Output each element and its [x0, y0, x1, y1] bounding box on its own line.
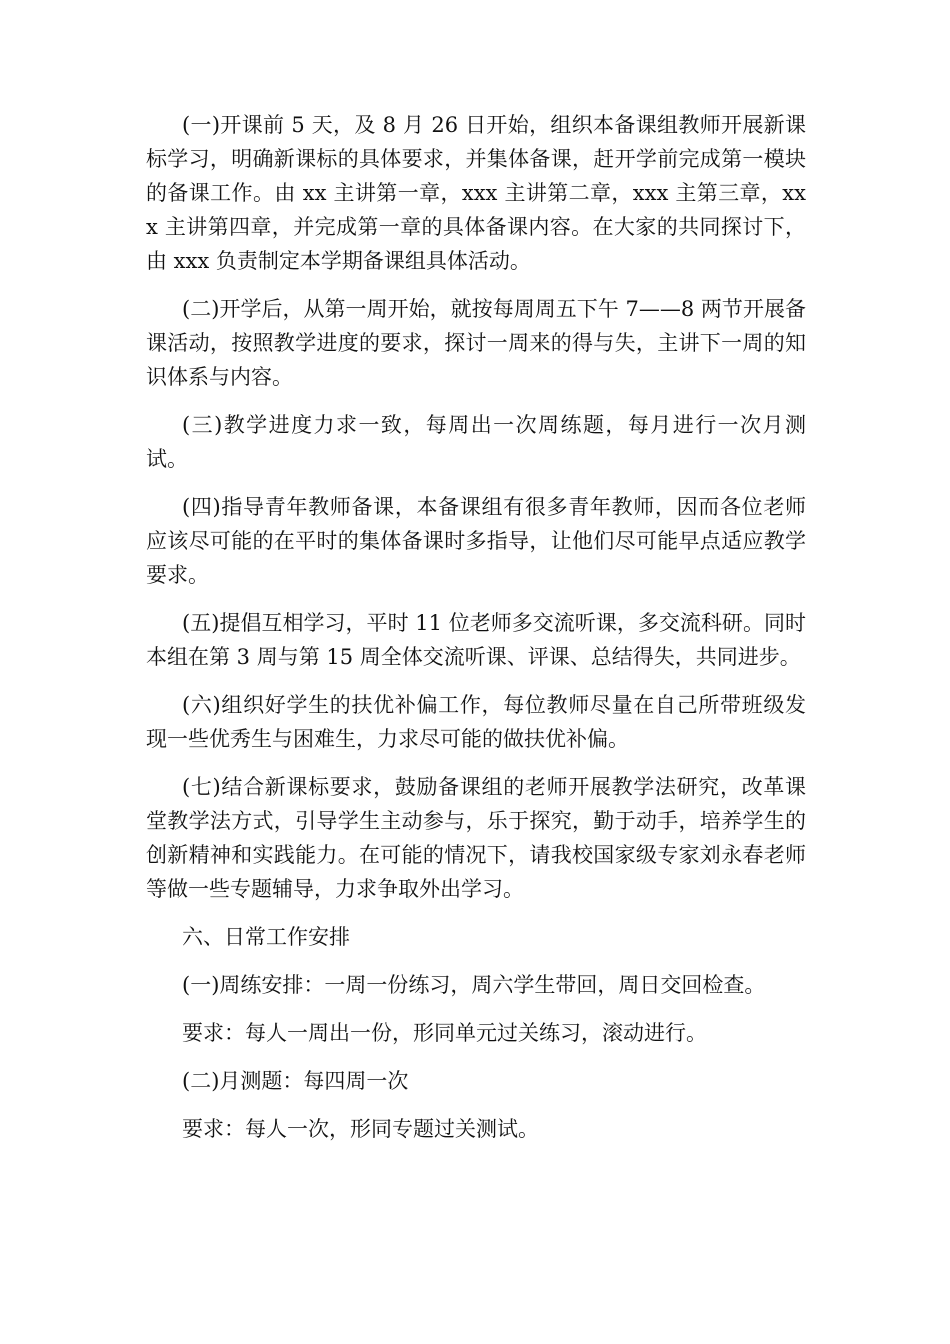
paragraph-teaching-progress: (三)教学进度力求一致，每周出一次周练题，每月进行一次月测试。 — [146, 413, 806, 471]
paragraph-student-support: (六)组织好学生的扶优补偏工作，每位教师尽量在自己所带班级发现一些优秀生与困难生，力求尽可能的做扶优补偏。 — [146, 693, 806, 751]
section-heading-daily-work: 六、日常工作安排 — [182, 925, 350, 949]
document-body — [146, 108, 806, 1160]
paragraph-weekly-requirement: 要求：每人一周出一份，形同单元过关练习，滚动进行。 — [182, 1021, 707, 1045]
paragraph-weekly-practice: (一)周练安排：一周一份练习，周六学生带回，周日交回检查。 — [182, 973, 766, 997]
paragraph-prep-before-term: (一)开课前 5 天，及 8 月 26 日开始，组织本备课组教师开展新课标学习，明确新课标的具体要求，并集体备课，赶开学前完成第一模块的备课工作。由 xx 主讲第一章，xxx 主讲第二章，xxx 主第三章，xxx 主讲第四章，并完成第一章的具体备课内容。在大家的共同探讨下，由 xxx 负责制定本学期备课组具体活动。 — [146, 113, 806, 273]
paragraph-weekly-lesson-prep: (二)开学后，从第一周开始，就按每周周五下午 7——8 两节开展备课活动，按照教学进度的要求，探讨一周来的得与失，主讲下一周的知识体系与内容。 — [146, 297, 806, 389]
paragraph-young-teachers: (四)指导青年教师备课，本备课组有很多青年教师，因而各位老师应该尽可能的在平时的集体备课时多指导，让他们尽可能早点适应教学要求。 — [146, 495, 806, 587]
paragraph-new-curriculum: (七)结合新课标要求，鼓励备课组的老师开展教学法研究，改革课堂教学法方式，引导学生主动参与，乐于探究，勤于动手，培养学生的创新精神和实践能力。在可能的情况下，请我校国家级专家刘永春老师等做一些专题辅导，力求争取外出学习。 — [146, 775, 806, 901]
paragraph-monthly-test: (二)月测题：每四周一次 — [182, 1069, 409, 1093]
paragraph-monthly-requirement: 要求：每人一次，形同专题过关测试。 — [182, 1117, 539, 1141]
paragraph-mutual-learning: (五)提倡互相学习，平时 11 位老师多交流听课，多交流科研。同时本组在第 3 周与第 15 周全体交流听课、评课、总结得失，共同进步。 — [146, 611, 806, 669]
